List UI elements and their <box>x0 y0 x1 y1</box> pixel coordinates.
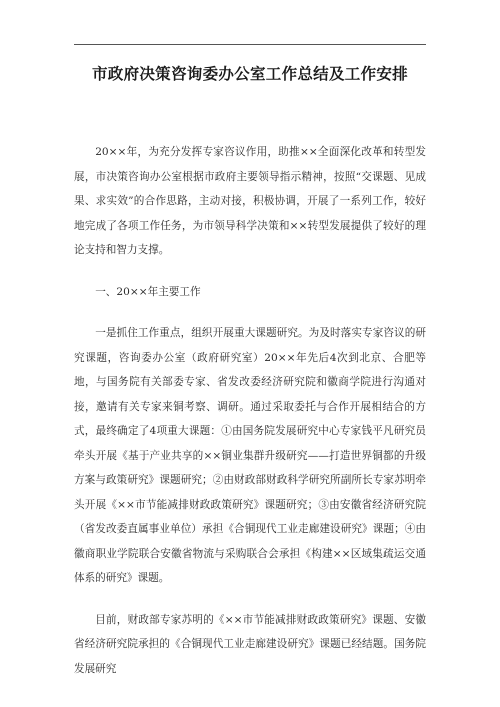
body-paragraph: 一是抓住工作重点，组织开展重大课题研究。为及时落实专家咨议的研究课题，咨询委办公室（政府研究室）20××年先后4次到北京、合肥等地，与国务院有关部委专家、省发改委经济研究院和徽商学院进行沟通对接，邀请有关专家来铜考察、调研。通过采取委托与合作开展相结合的方式，最终确定了4项重大课题：①由国务院发展研究中心专家钱平凡研究员牵头开展《基于产业共享的××铜业集群升级研究——打造世界铜都的升级方案与政策研究》课题研究；②由财政部财政科学研究所副所长专家苏明牵头开展《××市节能减排财政政策研究》课题研究；③由安徽省经济研究院（省发改委直属事业单位）承担《合铜现代工业走廊建设研究》课题；④由徽商职业学院联合安徽省物流与采购联合会承担《构建××区域集疏运交通体系的研究》课题。 <box>74 327 426 584</box>
document-title: 市政府决策咨询委办公室工作总结及工作安排 <box>91 65 408 83</box>
section-heading: 一、20××年主要工作 <box>95 285 201 298</box>
header-rule <box>74 44 426 45</box>
document-body <box>74 140 426 698</box>
intro-paragraph: 20××年，为充分发挥专家咨议作用，助推××全面深化改革和转型发展，市决策咨询办公室根据市政府主要领导指示精神，按照“交课题、见成果、求实效”的合作思路，主动对接，积极协调，开展了一系列工作，较好地完成了各项工作任务，为市领导科学决策和××转型发展提供了较好的理论支持和智力支撑。 <box>74 146 426 256</box>
body-paragraph: 目前，财政部专家苏明的《××市节能减排财政政策研究》课题、安徽省经济研究院承担的《合铜现代工业走廊建设研究》课题已经结题。国务院发展研究 <box>74 613 426 675</box>
